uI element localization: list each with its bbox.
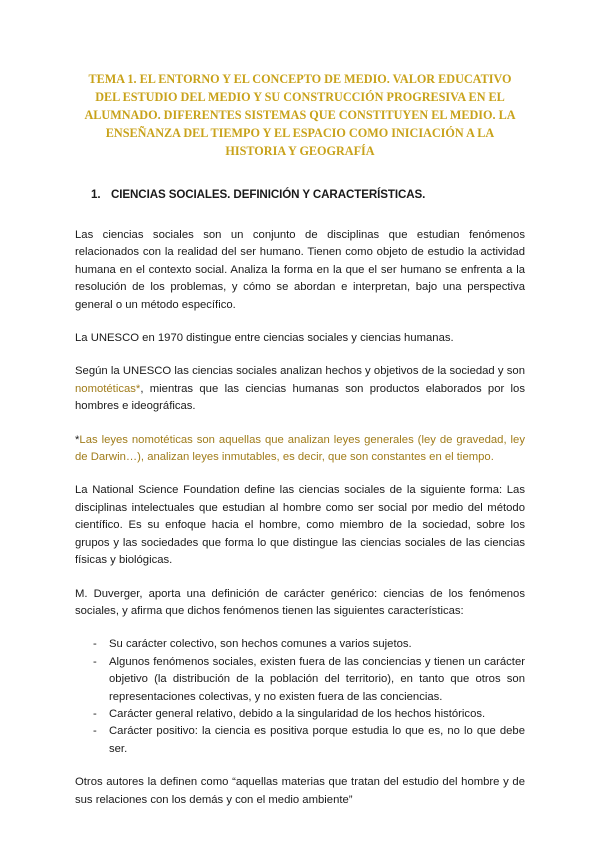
list-item-text: Carácter general relativo, debido a la singularidad de los hechos históricos. — [109, 707, 486, 720]
footnote-text: Las leyes nomotéticas son aquellas que analizan leyes generales (ley de gravedad, ley de Darwin…), analizan leyes inmutables, es decir, que son constantes en el tiempo. — [75, 433, 525, 464]
list-item-text: Su carácter colectivo, son hechos comunes a varios sujetos. — [109, 638, 412, 651]
bullet-dash: - — [93, 707, 97, 720]
bullet-dash: - — [93, 725, 97, 738]
section-heading-text: CIENCIAS SOCIALES. DEFINICIÓN Y CARACTERÍSTICAS. — [111, 188, 426, 201]
list-item-text: Carácter positivo: la ciencia es positiva porque estudia lo que es, no lo que debe ser. — [109, 725, 525, 755]
paragraph-unesco-analysis-end: , mientras que las ciencias humanas son productos elaborados por los hombres e ideográficas. — [75, 382, 525, 413]
paragraph-unesco-analysis-start: Según la UNESCO las ciencias sociales analizan hechos y objetivos de la sociedad y son — [75, 365, 525, 378]
paragraph-unesco: La UNESCO en 1970 distingue entre ciencias sociales y ciencias humanas. — [75, 332, 454, 345]
paragraph-definition: Las ciencias sociales son un conjunto de disciplinas que estudian fenómenos relacionados con la realidad del ser humano. Tienen como objeto de estudio la actividad humana en el contexto social. Analiza la forma en la que el ser humano se enfrenta a la resolución de los problemas, y cómo se abordan e interpretan, bajo una perspectiva general o un método específico. — [75, 229, 525, 311]
characteristics-list — [75, 636, 525, 758]
footnote-nomoteticas — [75, 432, 525, 467]
document-title: TEMA 1. EL ENTORNO Y EL CONCEPTO DE MEDIO. VALOR EDUCATIVO DEL ESTUDIO DEL MEDIO Y SU CONSTRUCCIÓN PROGRESIVA EN EL ALUMNADO. DIFERENTES SISTEMAS QUE CONSTITUYEN EL MEDIO. LA ENSEÑANZA DEL TIEMPO Y EL ESPACIO COMO INICIACIÓN A LA HISTORIA Y GEOGRAFÍA — [84, 72, 516, 158]
footnote-star: * — [75, 433, 80, 446]
list-item — [93, 723, 525, 758]
list-item — [93, 654, 525, 706]
bullet-dash: - — [93, 655, 97, 668]
bullet-dash: - — [93, 638, 97, 651]
list-item — [93, 636, 525, 653]
section-number: 1. — [91, 188, 101, 201]
list-item-text: Algunos fenómenos sociales, existen fuera de las conciencias y tienen un carácter objetivo (la distribución de la población del territorio), en tanto que otros son representaciones colectivas, y no existen fuera de las conciencias. — [109, 655, 525, 703]
nomoteticas-term: nomotéticas* — [75, 382, 141, 395]
paragraph-other-authors: Otros autores la definen como “aquellas materias que tratan del estudio del hombre y de sus relaciones con los demás y con el medio ambiente” — [75, 776, 525, 806]
paragraph-duverger: M. Duverger, aporta una definición de carácter genérico: ciencias de los fenómenos sociales, y afirma que dichos fenómenos tienen las siguientes características: — [75, 587, 525, 617]
paragraph-unesco-analysis — [75, 363, 525, 415]
paragraph-nsf: La National Science Foundation define las ciencias sociales de la siguiente forma: Las disciplinas intelectuales que estudian al hombre como ser social por medio del método científico. Es su enfoque hacia el hombre, como miembro de la sociedad, sobre los grupos y las sociedades que forma lo que distingue las ciencias sociales de las ciencias físicas y biológicas. — [75, 484, 525, 567]
section-heading — [75, 188, 525, 201]
list-item — [93, 706, 525, 723]
